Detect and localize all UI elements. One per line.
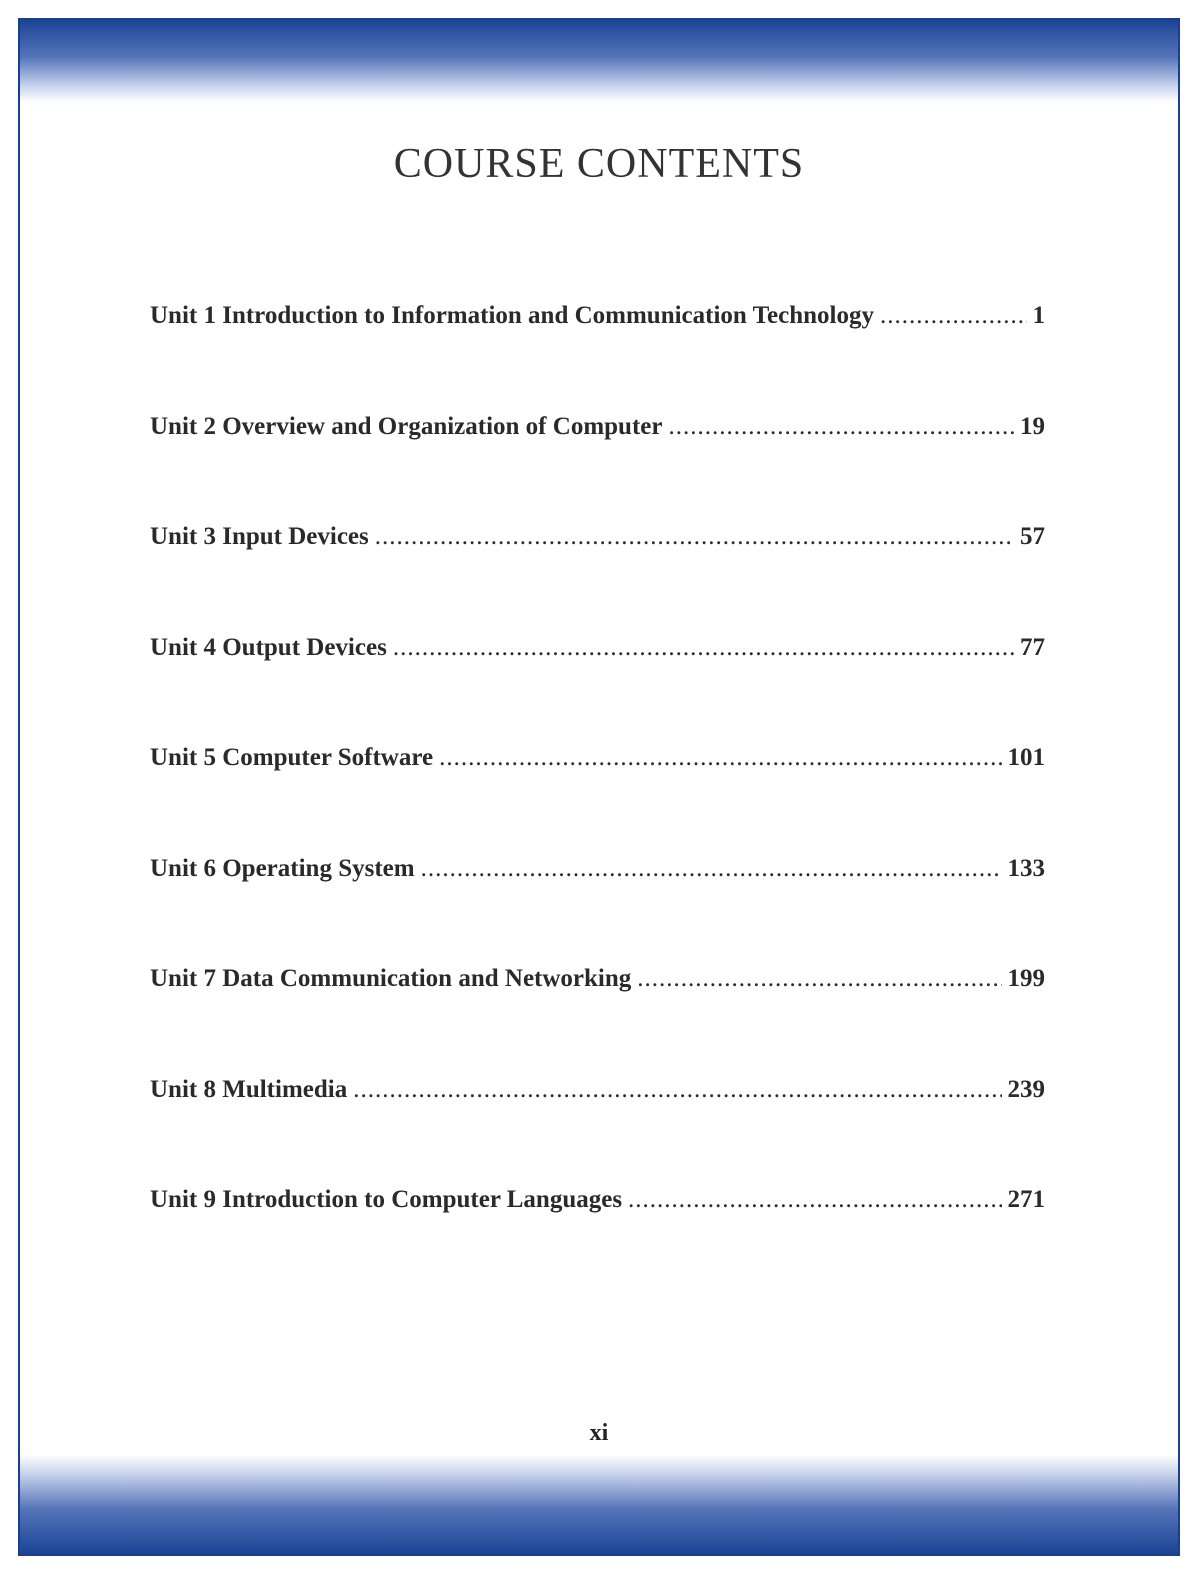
footer-band bbox=[20, 1454, 1178, 1554]
document-page bbox=[18, 18, 1180, 1556]
dot-leader bbox=[628, 1186, 1001, 1214]
dot-leader bbox=[637, 965, 1001, 993]
dot-leader bbox=[439, 744, 1001, 772]
toc-entry-unit-4 bbox=[150, 634, 1045, 745]
toc-entry-title: Unit 7 Data Communication and Networking bbox=[150, 965, 632, 992]
toc-entry-unit-6 bbox=[150, 855, 1045, 966]
toc-entry-title: Unit 6 Operating System bbox=[150, 854, 415, 882]
dot-leader bbox=[393, 634, 1014, 662]
toc-entry-unit-2 bbox=[150, 413, 1045, 524]
toc-entry-unit-7 bbox=[150, 965, 1045, 1076]
toc-entry-unit-5 bbox=[150, 744, 1045, 855]
toc-entry-unit-8 bbox=[150, 1076, 1045, 1187]
toc-entry-title: Unit 2 Overview and Organization of Computer bbox=[150, 412, 663, 440]
toc-entry-title: Unit 3 Input Devices bbox=[150, 523, 369, 550]
dot-leader bbox=[375, 523, 1014, 551]
toc-entry-page: 19 bbox=[1020, 412, 1045, 440]
toc-entry-title: Unit 8 Multimedia bbox=[150, 1075, 348, 1103]
toc-entry-page: 133 bbox=[1007, 854, 1045, 882]
toc-entry-page: 101 bbox=[1007, 744, 1045, 771]
page-number: xi bbox=[589, 1420, 609, 1446]
dot-leader bbox=[353, 1076, 1001, 1104]
toc-entry-page: 1 bbox=[1032, 302, 1045, 329]
toc-entry-unit-9 bbox=[150, 1186, 1045, 1297]
toc-entry-page: 57 bbox=[1020, 523, 1045, 550]
dot-leader bbox=[668, 413, 1014, 441]
toc-entry-page: 271 bbox=[1007, 1186, 1045, 1213]
toc-entry-unit-1 bbox=[150, 302, 1045, 413]
dot-leader bbox=[421, 855, 1002, 883]
toc-entry-page: 77 bbox=[1020, 633, 1045, 661]
toc-entry-title: Unit 9 Introduction to Computer Languages bbox=[150, 1186, 623, 1213]
toc-entry-title: Unit 1 Introduction to Information and Communication Technology bbox=[150, 302, 874, 329]
toc-entry-unit-3 bbox=[150, 523, 1045, 634]
toc-entry-title: Unit 5 Computer Software bbox=[150, 744, 434, 771]
toc-entry-title: Unit 4 Output Devices bbox=[150, 633, 387, 661]
toc-entry-page: 239 bbox=[1007, 1075, 1045, 1103]
page-title: COURSE CONTENTS bbox=[393, 141, 805, 187]
toc-entry-page: 199 bbox=[1007, 965, 1045, 992]
header-band bbox=[20, 20, 1178, 102]
dot-leader bbox=[880, 302, 1027, 330]
table-of-contents bbox=[150, 302, 1045, 1297]
